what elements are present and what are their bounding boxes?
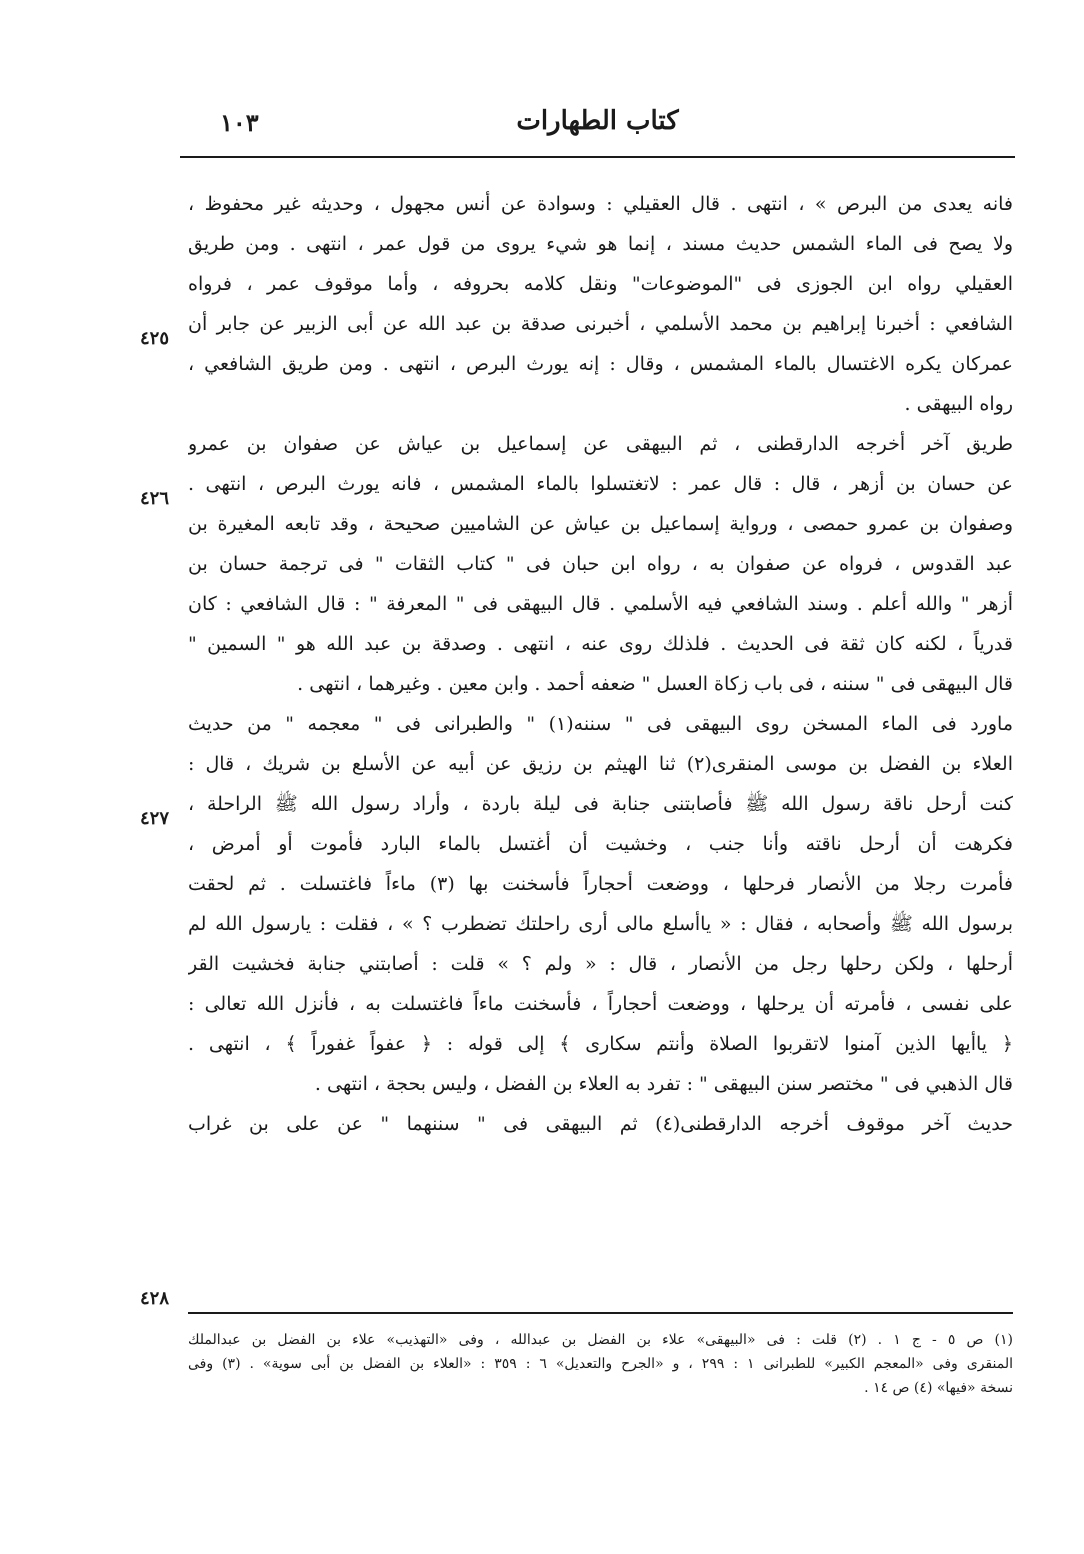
text-line: على نفسى ، فأمرته أن يرحلها ، ووضعت أحجاراً ، فأسخنت ماءاً فاغتسلت به ، فأنزل الله تعالى : — [188, 993, 1013, 1015]
section-heading-line: ماورد فى الماء المسخن روى البيهقى فى " سننه(١) " والطبرانى فى " معجمه " من حديث — [188, 713, 1013, 735]
text-line: وصفوان بن عمرو حمصى ، ورواية إسماعيل بن عياش عن الشاميين صحيحة ، وقد تابعه المغيرة بن — [188, 513, 1013, 535]
hadith-number: ٤٢٥ — [140, 328, 170, 349]
footnotes — [188, 1312, 1013, 1400]
text-line: قال الذهبي فى " مختصر سنن البيهقى " : تفرد به العلاء بن الفضل ، وليس بحجة ، انتهى . — [314, 1073, 1013, 1095]
hadith-number: ٤٢٧ — [140, 808, 170, 829]
text-line: ﴿ ياأيها الذين آمنوا لاتقربوا الصلاة وأنتم سكارى ﴾ إلى قوله : ﴿ عفواً غفوراً ﴾ ، انتهى . — [188, 1033, 1013, 1055]
text-line: العقيلي رواه ابن الجوزى فى "الموضوعات" ونقل كلامه بحروفه ، وأما موقوف عمر ، فرواه — [188, 273, 1013, 295]
page-header — [180, 100, 1015, 158]
text-line: عن حسان بن أزهر ، قال : قال عمر : لاتغتسلوا بالماء المشمس ، فانه يورث البرص ، انتهى . — [188, 473, 1013, 495]
hadith-number: ٤٢٦ — [140, 488, 170, 509]
text-line: فكرهت أن أرحل ناقته وأنا جنب ، وخشيت أن أغتسل بالماء البارد فأموت أو أمرض ، — [188, 833, 1013, 855]
text-line: عمركان يكره الاغتسال بالماء المشمس ، وقال : إنه يورث البرص ، انتهى . ومن طريق الشافعي ، — [188, 353, 1013, 375]
text-line: العلاء بن الفضل بن موسى المنقرى(٢) ثنا الهيثم بن رزيق عن أبيه عن الأسلع بن شريك ، قال : — [188, 753, 1013, 775]
text-line: أرحلها ، ولكن رحلها رجل من الأنصار ، قال : « ولم ؟ » قلت : أصابتني جنابة فخشيت القر — [188, 953, 1013, 975]
text-line: ولا يصح فى الماء الشمس حديث مسند ، إنما هو شيء يروى من قول عمر ، انتهى . ومن طريق — [188, 233, 1013, 255]
page-number: ١٠٣ — [220, 108, 259, 137]
text-line: أزهر " والله أعلم . وسند الشافعي فيه الأسلمي . قال البيهقى فى " المعرفة " : قال الشافعي : كان — [188, 593, 1013, 615]
footnote-line: المنقرى وفى «المعجم الكبير» للطبرانى ١ : ٢٩٩ ، و «الجرح والتعديل» ٦ : ٣٥٩ : «العلاء بن الفضل بن أبى سوية» . (٣) وفى — [188, 1356, 1013, 1372]
text-line: قال البيهقى فى " سننه ، فى باب زكاة العسل " ضعفه أحمد . وابن معين . وغيرهما ، انتهى . — [297, 673, 1013, 695]
running-title: كتاب الطهارات — [516, 106, 679, 136]
text-line: فانه يعدى من البرص » ، انتهى . قال العقيلي : وسوادة عن أنس مجهول ، وحديثه غير محفوظ ، — [188, 193, 1013, 215]
text-line: برسول الله ﷺ وأصحابه ، فقال : « ياأسلع مالى أرى راحلتك تضطرب ؟ » ، فقلت : يارسول الله لم — [188, 913, 1013, 935]
text-line: فأمرت رجلا من الأنصار فرحلها ، ووضعت أحجاراً فأسخنت بها (٣) ماءاً فاغتسلت . ثم لحقت — [188, 873, 1013, 895]
text-line: كنت أرحل ناقة رسول الله ﷺ فأصابتنى جنابة فى ليلة باردة ، وأراد رسول الله ﷺ الراحلة ، — [188, 793, 1013, 815]
text-line: قدرياً ، لكنه كان ثقة فى الحديث . فلذلك روى عنه ، انتهى . وصدقة بن عبد الله هو " السمين " — [188, 633, 1013, 655]
text-line: رواه البيهقى . — [904, 393, 1013, 415]
footnote-line: نسخة «فيها» (٤) ص ١٤ . — [864, 1380, 1013, 1396]
section-heading-line: حديث آخر موقوف أخرجه الدارقطنى(٤) ثم البيهقى فى " سننهما " عن على بن غراب — [188, 1113, 1013, 1135]
section-heading-line: طريق آخر أخرجه الدارقطنى ، ثم البيهقى عن إسماعيل بن عياش عن صفوان بن عمرو — [188, 433, 1013, 455]
hadith-number: ٤٢٨ — [140, 1288, 170, 1309]
footnote-line: (١) ص ٥ - ج ١ . (٢) قلت : فى «البيهقى» علاء بن الفضل بن عبدالله ، وفى «التهذيب» علاء بن الفضل بن عبدالملك — [188, 1332, 1013, 1348]
text-line: الشافعي : أخبرنا إبراهيم بن محمد الأسلمي ، أخبرنى صدقة بن عبد الله عن أبى الزبير عن جابر أن — [188, 313, 1013, 335]
text-line: عبد القدوس ، فرواه عن صفوان به ، رواه ابن حبان فى " كتاب الثقات " فى ترجمة حسان بن — [188, 553, 1013, 575]
main-text — [188, 184, 1013, 1144]
